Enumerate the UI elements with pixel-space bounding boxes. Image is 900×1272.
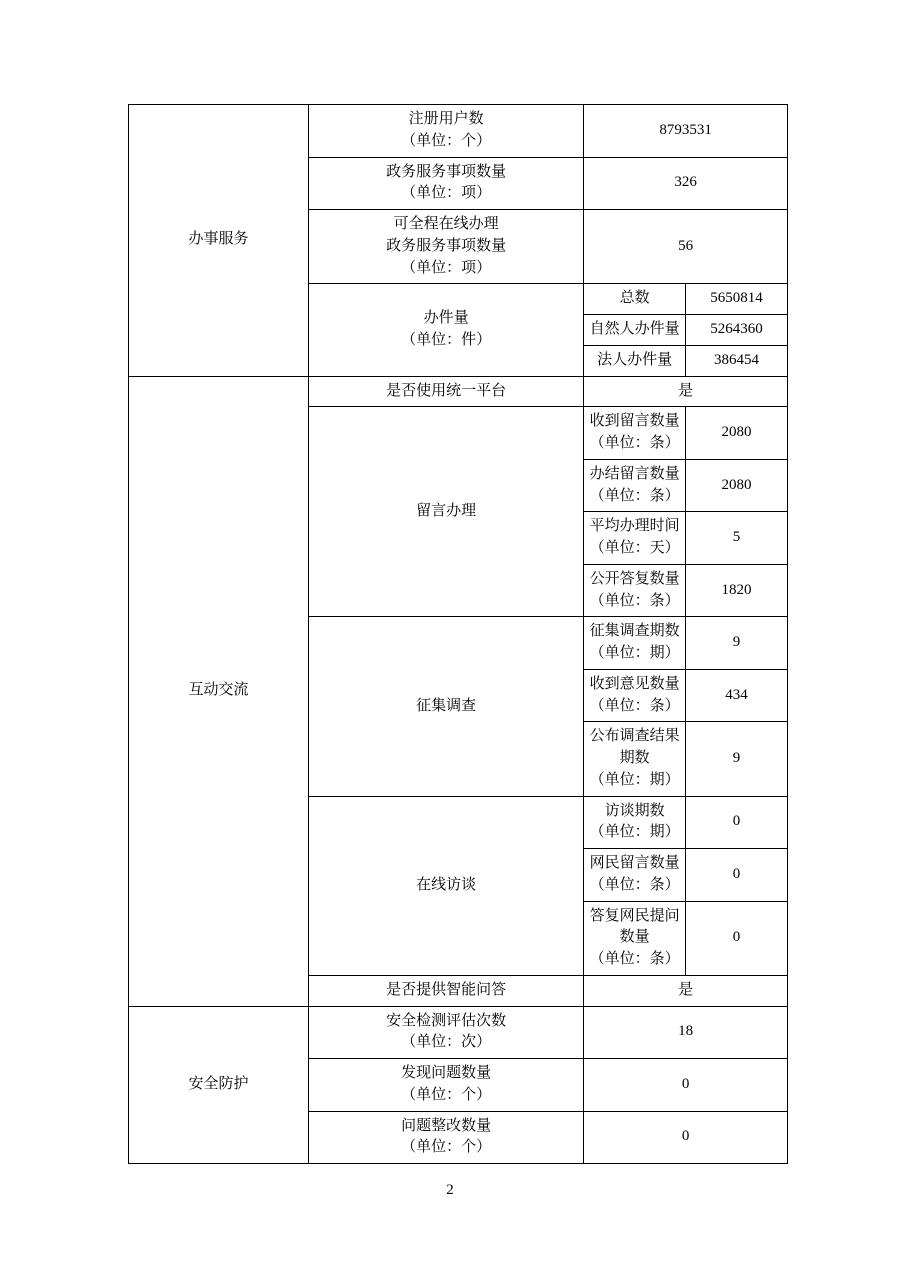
- item-cell-surveys: 征集调查: [308, 617, 583, 796]
- table-row: [129, 1006, 788, 1059]
- value-cell-total: 5650814: [686, 284, 788, 315]
- item-unit: （单位：个）: [401, 132, 492, 149]
- item-label: 问题整改数量: [401, 1117, 492, 1134]
- value-cell-registered-users: 8793531: [584, 105, 788, 158]
- sub-unit: （单位：期）: [589, 645, 680, 661]
- sub-unit: （单位：条）: [589, 697, 680, 714]
- sub-cell-public-replies: [584, 564, 686, 617]
- item-cell-issues-fixed: [308, 1111, 583, 1164]
- value-cell-netizen-replies: 0: [686, 901, 788, 975]
- item-cell-issues-found: [308, 1059, 583, 1112]
- item-unit: （单位：个）: [401, 1139, 492, 1156]
- sub-cell-published-results: [584, 722, 686, 796]
- value-cell-legal-person: 386454: [686, 345, 788, 376]
- value-cell-opinions-received: 434: [686, 669, 788, 722]
- sub-label: 访谈期数: [604, 802, 665, 819]
- item-cell-smart-qa: 是否提供智能问答: [308, 975, 583, 1006]
- sub-label: 征集调查期数: [589, 623, 680, 640]
- item-label: 注册用户数: [408, 111, 484, 127]
- sub-unit: （单位：条）: [589, 592, 680, 609]
- value-cell-smart-qa: 是: [584, 975, 788, 1006]
- sub-label-total: 总数: [584, 284, 686, 315]
- item-label: 政务服务事项数量: [386, 163, 507, 180]
- item-unit: （单位：项）: [401, 259, 492, 276]
- sub-unit: （单位：期）: [589, 824, 680, 841]
- item-unit: （单位：个）: [401, 1086, 492, 1103]
- item-label: 安全检测评估次数: [386, 1012, 507, 1029]
- report-table: [128, 104, 788, 1164]
- value-cell-service-items: 326: [584, 157, 788, 210]
- sub-cell-messages-received: [584, 407, 686, 460]
- value-cell-natural-person: 5264360: [686, 315, 788, 346]
- value-cell-messages-received: 2080: [686, 407, 788, 460]
- value-cell-unified-platform: 是: [584, 376, 788, 407]
- sub-label: 办结留言数量: [589, 465, 680, 482]
- sub-unit: （单位：期）: [589, 771, 680, 788]
- item-cell-message-handling: 留言办理: [308, 407, 583, 617]
- value-cell-issues-fixed: 0: [584, 1111, 788, 1164]
- sub-label: 平均办理时间: [589, 518, 680, 535]
- value-cell-interview-periods: 0: [686, 796, 788, 849]
- value-cell-fully-online-items: 56: [584, 210, 788, 284]
- sub-label: 答复网民提问数量: [589, 907, 680, 946]
- category-cell-interaction: 互动交流: [129, 376, 309, 1006]
- sub-cell-interview-periods: [584, 796, 686, 849]
- sub-cell-opinions-received: [584, 669, 686, 722]
- category-cell-service: 办事服务: [129, 105, 309, 377]
- sub-cell-average-time: [584, 512, 686, 565]
- value-cell-average-time: 5: [686, 512, 788, 565]
- sub-label: 收到留言数量: [589, 413, 680, 430]
- category-cell-security: 安全防护: [129, 1006, 309, 1164]
- sub-unit: （单位：条）: [589, 951, 680, 967]
- sub-cell-netizen-replies: [584, 901, 686, 975]
- item-label: 办件量: [423, 310, 469, 327]
- item-unit: （单位：项）: [401, 185, 492, 202]
- value-cell-survey-periods: 9: [686, 617, 788, 670]
- page-number: 2: [446, 1182, 454, 1198]
- value-cell-netizen-messages: 0: [686, 849, 788, 902]
- sub-cell-messages-completed: [584, 459, 686, 512]
- sub-label: 公开答复数量: [589, 570, 680, 587]
- sub-unit: （单位：条）: [589, 435, 680, 451]
- item-unit: （单位：件）: [401, 331, 492, 348]
- sub-unit: （单位：天）: [589, 540, 680, 556]
- item-cell-registered-users: [308, 105, 583, 158]
- sub-label-legal-person: 法人办件量: [584, 345, 686, 376]
- item-cell-unified-platform: 是否使用统一平台: [308, 376, 583, 407]
- item-cell-handled-volume: [308, 284, 583, 376]
- item-label-line1: 可全程在线办理: [393, 216, 499, 232]
- sub-label: 公布调查结果期数: [589, 728, 680, 766]
- item-unit: （单位：次）: [401, 1034, 492, 1051]
- value-cell-public-replies: 1820: [686, 564, 788, 617]
- item-label-line2: 政务服务事项数量: [386, 237, 507, 254]
- value-cell-messages-completed: 2080: [686, 459, 788, 512]
- sub-unit: （单位：条）: [589, 487, 680, 504]
- sub-label: 收到意见数量: [589, 675, 680, 692]
- item-cell-security-assessments: [308, 1006, 583, 1059]
- table-row: [129, 376, 788, 407]
- item-label: 发现问题数量: [401, 1065, 492, 1081]
- value-cell-issues-found: 0: [584, 1059, 788, 1112]
- sub-label: 网民留言数量: [589, 855, 680, 871]
- government-website-statistics-table: [128, 104, 788, 1164]
- value-cell-security-assessments: 18: [584, 1006, 788, 1059]
- sub-cell-netizen-messages: [584, 849, 686, 902]
- value-cell-published-results: 9: [686, 722, 788, 796]
- item-cell-online-interviews: 在线访谈: [308, 796, 583, 975]
- sub-label-natural-person: 自然人办件量: [584, 315, 686, 346]
- table-row: [129, 105, 788, 158]
- sub-unit: （单位：条）: [589, 876, 680, 893]
- sub-cell-survey-periods: [584, 617, 686, 670]
- item-cell-service-items: [308, 157, 583, 210]
- item-cell-fully-online-items: [308, 210, 583, 284]
